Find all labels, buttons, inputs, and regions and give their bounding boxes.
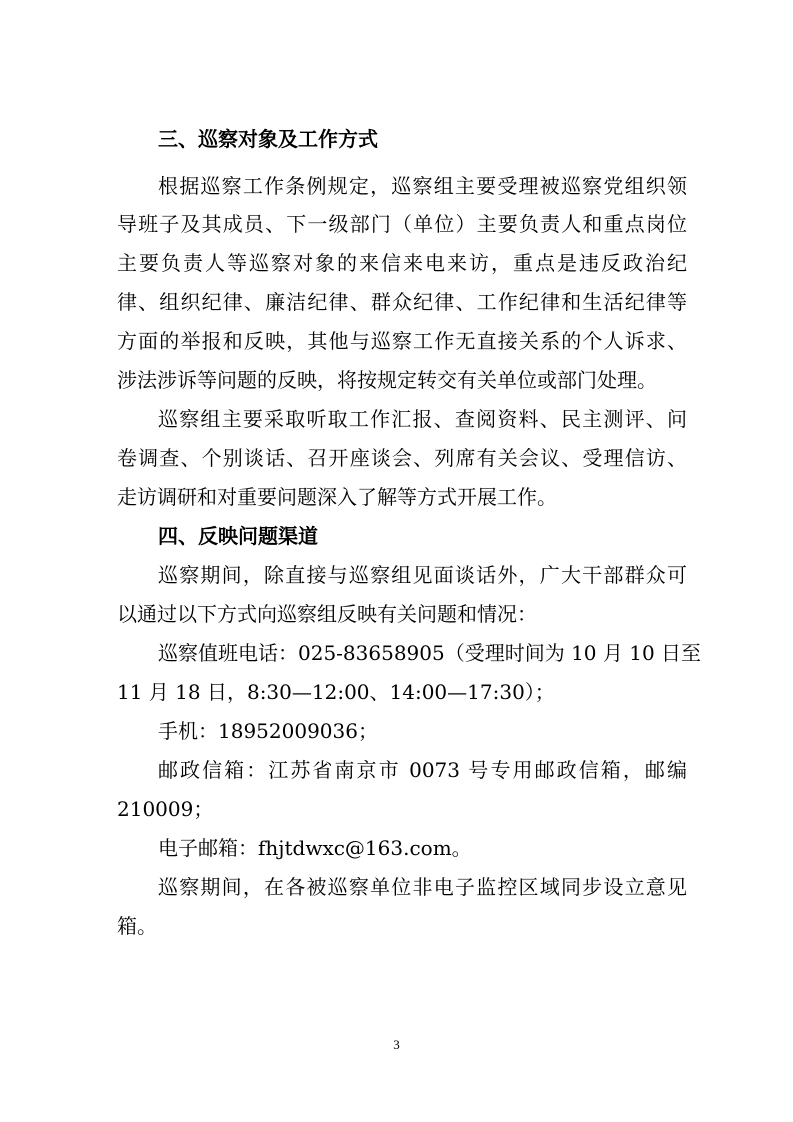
email-line: 电子邮箱：fhjtdwxc@163.com。 <box>158 836 472 860</box>
section-3-paragraph-1-line-1: 根据巡察工作条例规定，巡察组主要受理被巡察党组织领 <box>158 174 687 198</box>
section-4-intro-line-2: 以通过以下方式向巡察组反映有关问题和情况： <box>117 602 537 626</box>
section-4-heading: 四、反映问题渠道 <box>158 524 318 548</box>
postal-box-line-1: 邮政信箱：江苏省南京市 0073 号专用邮政信箱，邮编 <box>158 758 687 782</box>
opinion-box-line-1: 巡察期间，在各被巡察单位非电子监控区域同步设立意见 <box>158 875 687 899</box>
section-3-heading: 三、巡察对象及工作方式 <box>158 127 378 151</box>
hotline-line-2: 11 月 18 日，8:30—12:00、14:00—17:30）； <box>117 680 555 704</box>
section-3-paragraph-1-line-3: 主要负责人等巡察对象的来信来电来访，重点是违反政治纪 <box>117 251 687 275</box>
page-number: 3 <box>393 1037 400 1052</box>
section-3-paragraph-1-line-5: 方面的举报和反映，其他与巡察工作无直接关系的个人诉求、 <box>117 329 687 353</box>
postal-box-line-2: 210009； <box>117 797 214 821</box>
section-3-paragraph-2-line-2: 卷调查、个别谈话、召开座谈会、列席有关会议、受理信访、 <box>117 446 687 470</box>
section-3-paragraph-1-line-4: 律、组织纪律、廉洁纪律、群众纪律、工作纪律和生活纪律等 <box>117 290 687 314</box>
section-3-paragraph-2-line-3: 走访调研和对重要问题深入了解等方式开展工作。 <box>117 485 557 509</box>
opinion-box-line-2: 箱。 <box>117 914 157 938</box>
section-3-paragraph-2-line-1: 巡察组主要采取听取工作汇报、查阅资料、民主测评、问 <box>158 407 687 431</box>
hotline-line-1: 巡察值班电话：025-83658905（受理时间为 10 月 10 日至 <box>158 641 702 665</box>
section-3-paragraph-1-line-2: 导班子及其成员、下一级部门（单位）主要负责人和重点岗位 <box>117 212 687 236</box>
mobile-line: 手机：18952009036； <box>158 719 378 743</box>
section-3-paragraph-1-line-6: 涉法涉诉等问题的反映，将按规定转交有关单位或部门处理。 <box>117 368 657 392</box>
section-4-intro-line-1: 巡察期间，除直接与巡察组见面谈话外，广大干部群众可 <box>158 563 687 587</box>
